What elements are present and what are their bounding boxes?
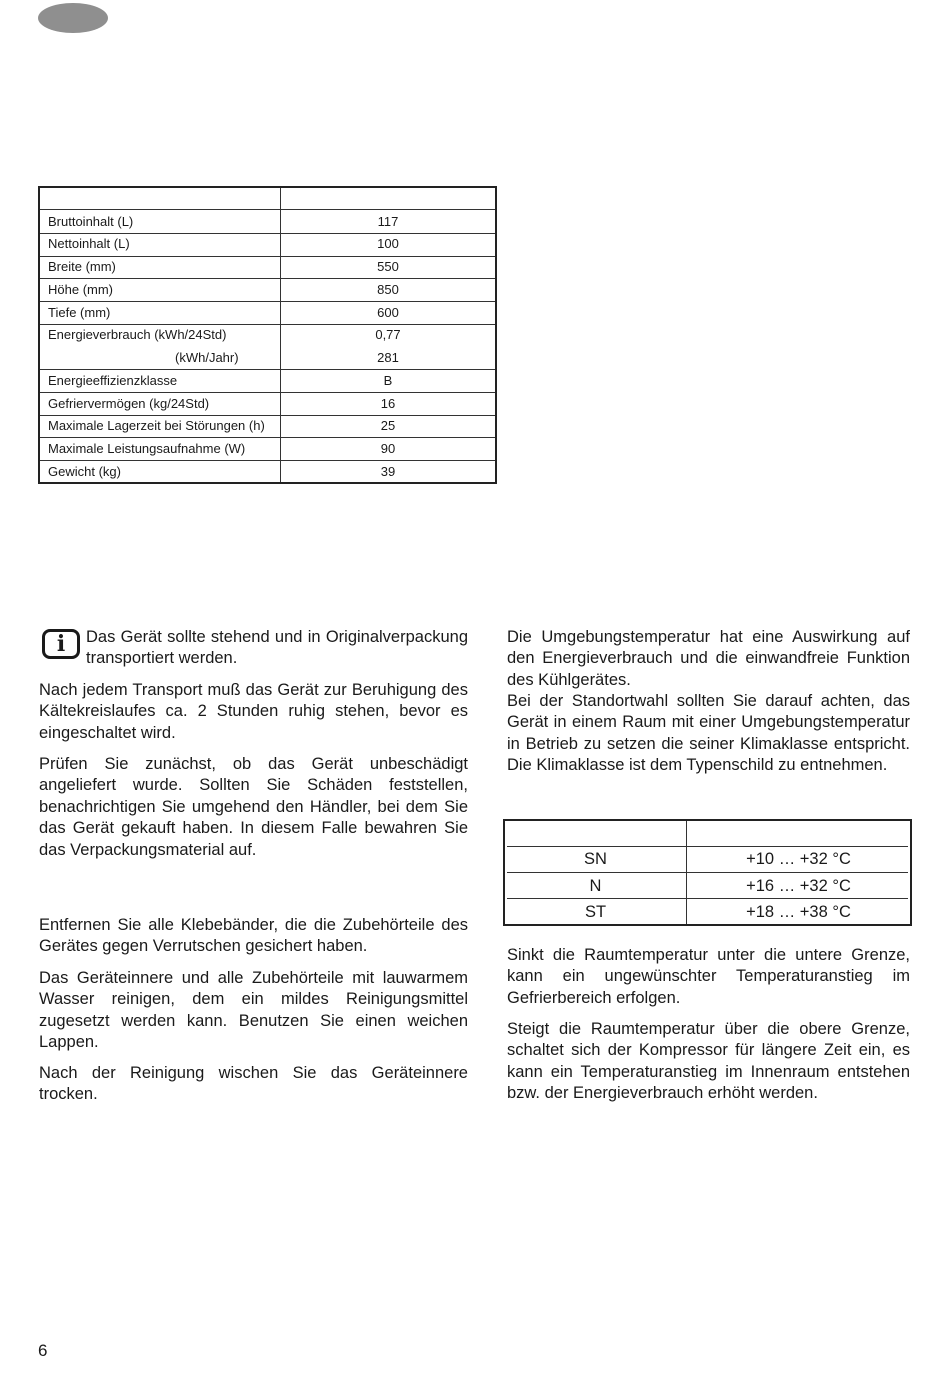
- spec-label: (kWh/Jahr): [175, 350, 239, 365]
- spec-value: 25: [380, 418, 396, 433]
- drying-paragraph: Nach der Reinigung wischen Sie das Geräteinnere trocken.: [39, 1064, 468, 1104]
- climate-class: N: [589, 877, 602, 895]
- climate-class: ST: [584, 903, 607, 921]
- climate-class: SN: [584, 850, 607, 868]
- spec-label: Gewicht (kg): [48, 464, 121, 479]
- climate-class-table: [503, 819, 912, 926]
- inspection-paragraph: Prüfen Sie zunächst, ob das Gerät unbeschädigt angeliefert wurde. Sollten Sie Schäden feststellen, benachrichtigen Sie umgehend den Händler, bei dem Sie das Gerät gekauft haben. In diesem Falle bewahren Sie das Verpackungsmaterial auf.: [39, 755, 468, 859]
- location-paragraph: Bei der Standortwahl sollten Sie darauf achten, das Gerät in einem Raum mit einer Umgebungstemperatur in Betrieb zu setzen die seiner Klimaklasse entspricht. Die Klimaklasse ist dem Typenschild zu entnehmen.: [507, 692, 910, 775]
- spec-value: 600: [377, 305, 399, 320]
- technical-data-table: [38, 186, 497, 484]
- spec-label: Gefriervermögen (kg/24Std): [48, 396, 210, 411]
- ambient-temp-paragraph: Die Umgebungstemperatur hat eine Auswirkung auf den Energieverbrauch und die einwandfreie Funktion des Kühlgerätes.: [507, 628, 910, 689]
- spec-label: Maximale Leistungsaufnahme (W): [48, 441, 246, 456]
- spec-label: Energieeffizienzklasse: [48, 373, 178, 388]
- spec-value: 281: [377, 350, 399, 365]
- spec-value: 0,77: [375, 327, 401, 342]
- info-icon: i: [42, 629, 80, 659]
- spec-label: Nettoinhalt (L): [48, 236, 130, 251]
- tape-removal-paragraph: Entfernen Sie alle Klebebänder, die die Zubehörteile des Gerätes gegen Verrutschen gesichert haben.: [39, 916, 468, 956]
- low-temp-paragraph: Sinkt die Raumtemperatur unter die untere Grenze, kann ein ungewünschter Temperaturanstieg im Gefrierbereich erfolgen.: [507, 946, 910, 1007]
- page-number: 6: [38, 1341, 48, 1360]
- spec-value: B: [383, 373, 393, 388]
- high-temp-paragraph: Steigt die Raumtemperatur über die obere Grenze, schaltet sich der Kompressor für längere Zeit ein, es kann ein Temperaturanstieg im Innenraum entstehen bzw. der Energieverbrauch erhöht werden.: [507, 1020, 910, 1103]
- climate-range: +16 … +32 °C: [746, 877, 851, 895]
- spec-value: 16: [380, 396, 396, 411]
- spec-value: 850: [377, 282, 399, 297]
- spec-value: 117: [377, 214, 399, 229]
- spec-value: 550: [377, 259, 399, 274]
- cleaning-paragraph: Das Geräteinnere und alle Zubehörteile mit lauwarmem Wasser reinigen, dem ein mildes Reinigungsmittel zugesetzt werden kann. Benutzen Sie einen weichen Lappen.: [39, 969, 468, 1052]
- info-note: Das Gerät sollte stehend und in Originalverpackung transportiert werden.: [86, 628, 468, 668]
- spec-label: Tiefe (mm): [48, 305, 111, 320]
- transport-paragraph: Nach jedem Transport muß das Gerät zur Beruhigung des Kältekreislaufes ca. 2 Stunden ruhig stehen, bevor es eingeschaltet wird.: [39, 681, 468, 742]
- climate-range: +10 … +32 °C: [746, 850, 851, 868]
- spec-label: Maximale Lagerzeit bei Störungen (h): [48, 418, 265, 433]
- spec-value: 90: [380, 441, 396, 456]
- climate-range: +18 … +38 °C: [746, 903, 851, 921]
- spec-value: 100: [377, 236, 399, 251]
- language-badge: [38, 3, 108, 33]
- spec-label: Breite (mm): [48, 259, 116, 274]
- spec-label: Energieverbrauch (kWh/24Std): [48, 327, 227, 342]
- spec-value: 39: [380, 464, 396, 479]
- spec-label: Bruttoinhalt (L): [48, 214, 134, 229]
- spec-label: Höhe (mm): [48, 282, 114, 297]
